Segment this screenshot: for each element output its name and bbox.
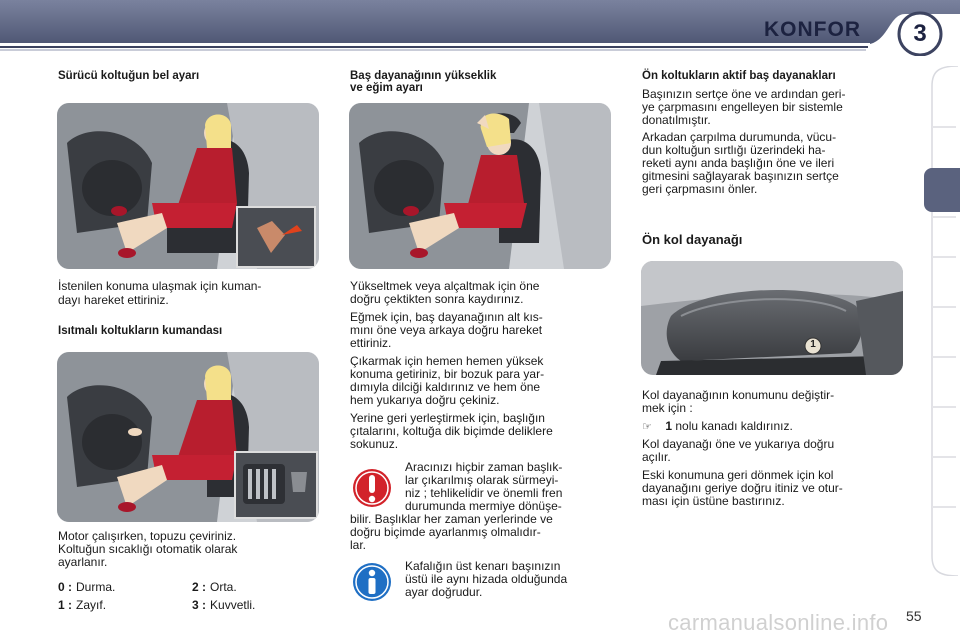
active-p2-l4: gitmesini sağlayarak başınızın sertçe <box>642 169 839 183</box>
tab-divider <box>932 256 956 258</box>
armrest-p5-l1: Eski konumuna geri dönmek için kol <box>642 468 834 482</box>
headrest-photo <box>349 103 611 269</box>
tab-divider <box>932 506 956 508</box>
active-headrest-heading: Ön koltukların aktif baş dayanakları <box>642 70 836 82</box>
armrest-p5-l3: ması için üstüne bastırınız. <box>642 494 785 508</box>
warning-l1: Aracınızı hiçbir zaman başlık- <box>405 460 563 474</box>
headrest-p3-l2: konuma getiriniz, bir bozuk para yar- <box>350 367 545 381</box>
tab-strip-outline <box>928 66 960 576</box>
info-icon <box>352 562 392 602</box>
headrest-p1-l2: doğru çektikten sonra kaydırınız. <box>350 292 524 306</box>
active-p2-l2: dun koltuğun sırtlığı üzerindeki ha- <box>642 143 826 157</box>
warning-l7: lar. <box>350 538 367 552</box>
tab-divider <box>932 356 956 358</box>
armrest-bullet <box>642 420 904 434</box>
bullet-number: 1 <box>665 419 673 433</box>
headrest-p3-l3: dımıyla dilciği kaldırınız ve hem öne <box>350 380 541 394</box>
headrest-p2-l2: mını öne veya arkaya doğru hareket <box>350 323 543 337</box>
lumbar-heading: Sürücü koltuğun bel ayarı <box>58 70 200 82</box>
tab-divider <box>932 216 956 218</box>
headrest-heading-l1: Baş dayanağının yükseklik <box>350 70 497 82</box>
info-l2: üstü ile aynı hizada olduğunda <box>405 572 568 586</box>
headrest-heading-l2: ve eğim ayarı <box>350 82 423 94</box>
lumbar-text-l1: İstenilen konuma ulaşmak için kuman- <box>58 279 262 293</box>
headrest-p4-l1: Yerine geri yerleştirmek için, başlığın <box>350 411 545 425</box>
headrest-p4-l2: çıtalarını, koltuğa dik biçimde deliklere <box>350 424 553 438</box>
active-chapter-tab[interactable] <box>924 168 960 212</box>
bullet-text: nolu kanadı kaldırınız. <box>675 419 793 433</box>
warning-l4: durumunda mermiye dönüşe- <box>405 499 562 513</box>
warning-l2: lar çıkarılmış olarak sürmeyi- <box>405 473 559 487</box>
headrest-p3-l4: hem yukarıya doğru çekiniz. <box>350 393 500 407</box>
lumbar-photo <box>57 103 319 269</box>
armrest-p4-l2: açılır. <box>642 450 671 464</box>
headrest-p1-l1: Yükseltmek veya alçaltmak için öne <box>350 279 540 293</box>
armrest-p5-l2: dayanağını geriye doğru itiniz ve otur- <box>642 481 843 495</box>
page-header <box>0 0 960 56</box>
tab-divider <box>932 126 956 128</box>
headrest-p4-l3: sokunuz. <box>350 437 399 451</box>
active-p1-l2: ye çarpmasını engelleyen bir sistemle <box>642 100 843 114</box>
armrest-p4-l1: Kol dayanağı öne ve yukarıya doğru <box>642 437 835 451</box>
headrest-p3-l1: Çıkarmak için hemen hemen yüksek <box>350 354 544 368</box>
armrest-p3-l2: mek için : <box>642 401 693 415</box>
lumbar-text-l2: dayı hareket ettiriniz. <box>58 293 169 307</box>
warning-l5: bilir. Başlıklar her zaman yerlerinde ve <box>350 512 553 526</box>
info-l3: ayar doğrudur. <box>405 585 483 599</box>
heated-seats-heading: Isıtmalı koltukların kumandası <box>58 325 223 337</box>
heated-text-l1: Motor çalışırken, topuzu çeviriniz. <box>58 529 237 543</box>
armrest-p3-l1: Kol dayanağının konumunu değiştir- <box>642 388 835 402</box>
armrest-photo <box>641 261 903 375</box>
tab-divider <box>932 306 956 308</box>
warning-icon <box>352 468 392 508</box>
active-p1-l1: Başınızın sertçe öne ve ardından geri- <box>642 87 846 101</box>
heated-text-l3: ayarlanır. <box>58 555 108 569</box>
heated-text-l2: Koltuğun sıcaklığı otomatik olarak <box>58 542 238 556</box>
setting-2: 2 : Orta. <box>192 580 237 594</box>
page-number: 55 <box>906 608 922 624</box>
tab-divider <box>932 406 956 408</box>
active-p2-l3: reketi aynı anda başlığın öne ve ileri <box>642 156 835 170</box>
setting-0: 0 : Durma. <box>58 580 116 594</box>
setting-3: 3 : Kuvvetli. <box>192 598 256 612</box>
active-p1-l3: donatılmıştır. <box>642 113 711 127</box>
watermark: carmanualsonline.info <box>668 610 889 635</box>
heated-seat-photo <box>57 352 319 522</box>
warning-l6: doğru biçimde ayarlanmış olmalıdır- <box>350 525 541 539</box>
chapter-title: KONFOR <box>764 18 861 41</box>
setting-1: 1 : Zayıf. <box>58 598 107 612</box>
headrest-p2-l3: ettiriniz. <box>350 336 392 350</box>
active-p2-l5: geri çarpmasını önler. <box>642 182 758 196</box>
tab-divider <box>932 456 956 458</box>
chapter-tab-strip <box>928 66 960 576</box>
headrest-p2-l1: Eğmek için, baş dayanağının alt kıs- <box>350 310 543 324</box>
armrest-heading: Ön kol dayanağı <box>642 232 743 247</box>
chapter-number: 3 <box>913 20 927 47</box>
info-l1: Kafalığın üst kenarı başınızın <box>405 559 561 573</box>
armrest-label-1: 1 <box>810 339 816 350</box>
hand-pointer-icon: ☞ <box>642 421 652 433</box>
active-p2-l1: Arkadan çarpılma durumunda, vücu- <box>642 130 837 144</box>
warning-l3: niz ; tehlikelidir ve önemli fren <box>405 486 563 500</box>
